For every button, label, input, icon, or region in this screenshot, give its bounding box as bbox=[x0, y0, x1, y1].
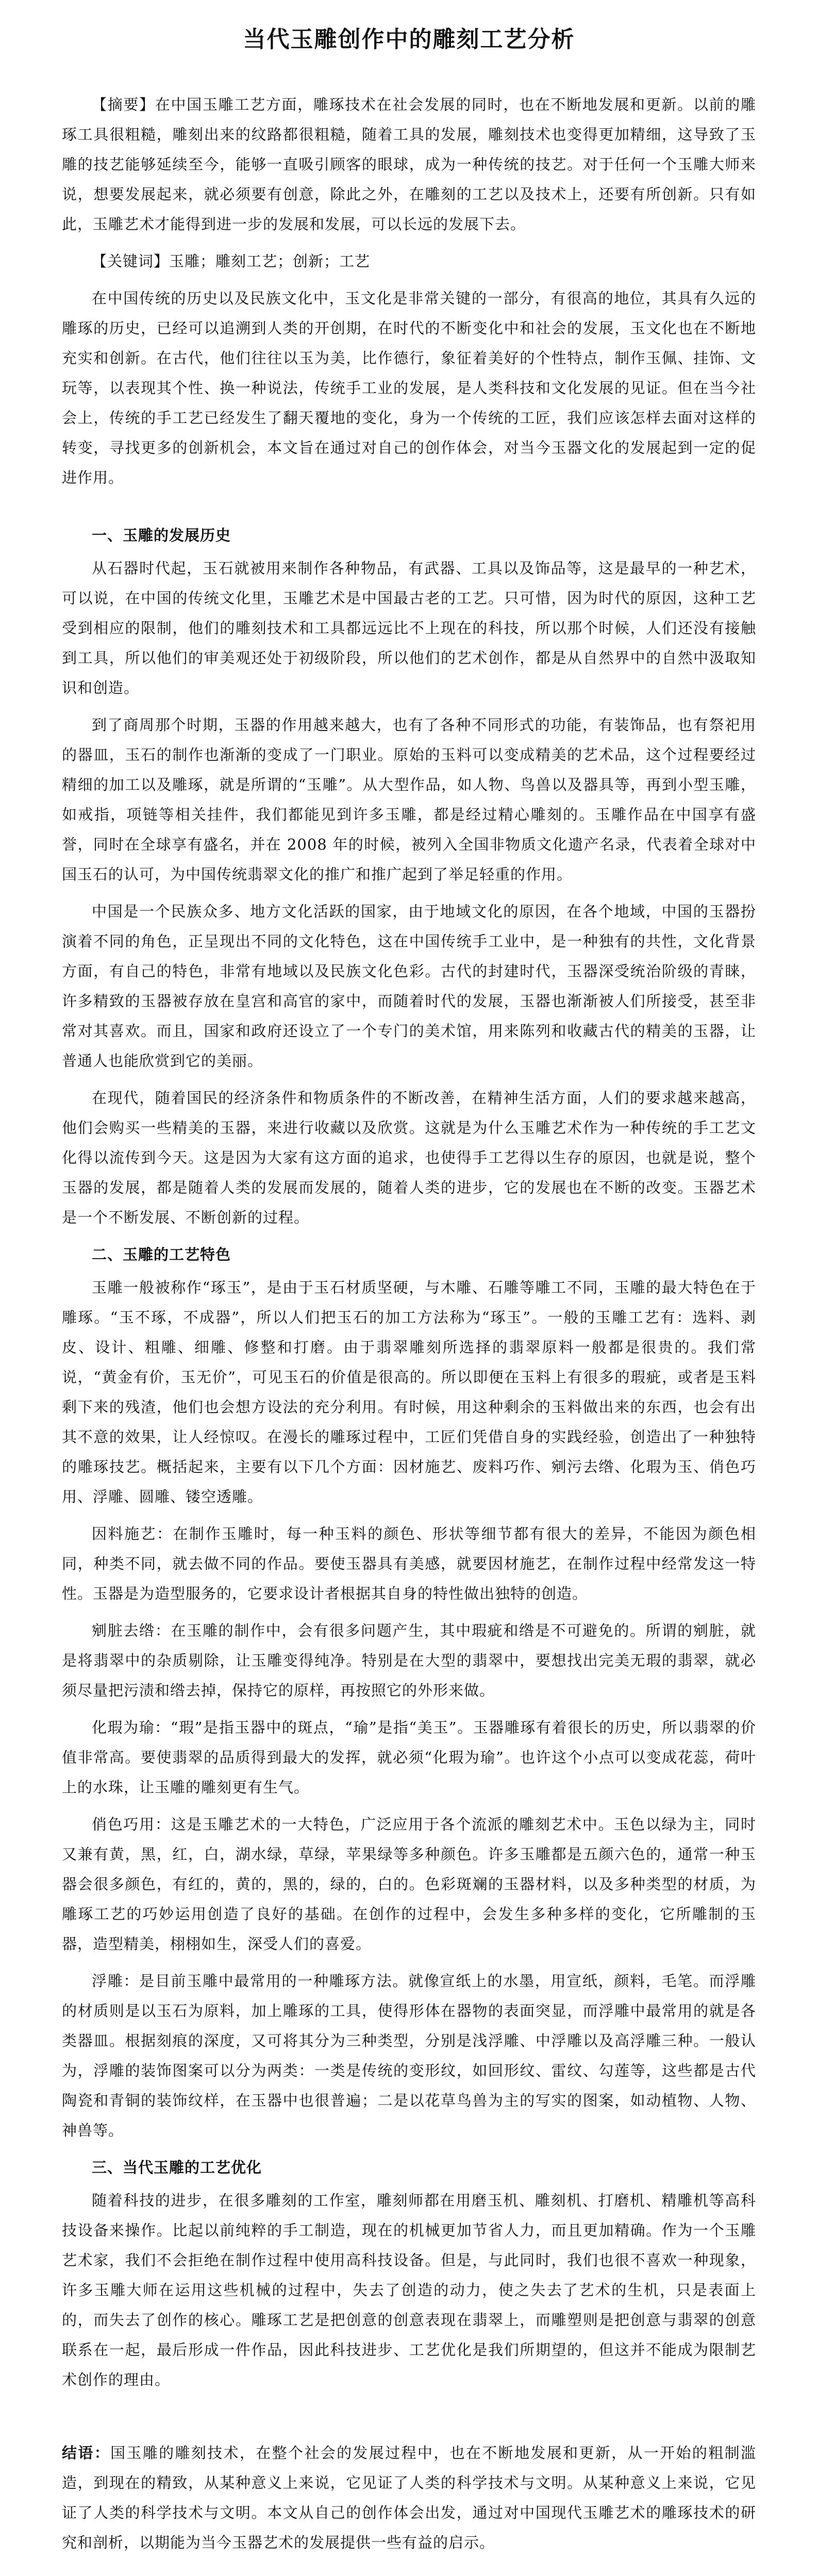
conclusion-label: 结语： bbox=[62, 2444, 111, 2462]
abstract bbox=[62, 90, 756, 239]
abstract-label: 【摘要】 bbox=[92, 96, 155, 113]
intro-paragraph: 在中国传统的历史以及民族文化中，玉文化是非常关键的一部分，有很高的地位，其具有久远的雕琢的历史，已经可以追溯到人类的开创期，在时代的不断变化中和社会的发展，玉文化也在不断地充实和创新。在古代，他们往往以玉为美，比作德行，象征着美好的个性特点，制作玉佩、挂饰、文玩等，以表现其个性、换一种说法，传统手工业的发展，是人类科技和文化发展的见证。但在当今社会上，传统的手工艺已经发生了翻天覆地的变化，身为一个传统的工匠，我们应该怎样去面对这样的转变，寻找更多的创新机会，本文旨在通过对自己的创作体会，对当今玉器文化的发展起到一定的促进作用。 bbox=[62, 290, 756, 486]
section-2-paragraph: 因料施艺：在制作玉雕时，每一种玉料的颜色、形状等细节都有很大的差异，不能因为颜色相同，种类不同，就去做不同的作品。要使玉器具有美感，就要因材施艺，在制作过程中经常发这一特性。玉器是为造型服务的，它要求设计者根据其自身的特性做出独特的创造。 bbox=[62, 1525, 756, 1602]
paper-title: 当代玉雕创作中的雕刻工艺分析 bbox=[243, 26, 575, 53]
section-2-heading: 二、玉雕的工艺特色 bbox=[92, 1246, 231, 1263]
section-2-paragraph: 俏色巧用：这是玉雕艺术的一大特色，广泛应用于各个流派的雕刻艺术中。玉色以绿为主，同时又兼有黄，黑，红，白，湖水绿，草绿，苹果绿等多种颜色。许多玉雕都是五颜六色的，通常一种玉器会很多颜色，有红的，黄的，黑的，绿的，白的。色彩斑斓的玉器材料，以及多种类型的材质，为雕琢工艺的巧妙运用创造了良好的基础。在创作的过程中，会发生多种多样的变化，它所雕制的玉器，造型精美，栩栩如生，深受人们的喜爱。 bbox=[62, 1816, 756, 1953]
section-1-paragraph: 中国是一个民族众多、地方文化活跃的国家，由于地域文化的原因，在各个地域，中国的玉器扮演着不同的角色，正呈现出不同的文化特色，这在中国传统手工业中，是一种独有的共性，文化背景方面，有自己的特色，非常有地域以及民族文化色彩。古代的封建时代，玉器深受统治阶级的青睐，许多精致的玉器被存放在皇宫和高官的家中，而随着时代的发展，玉器也渐渐被人们所接受，甚至非常对其喜欢。而且，国家和政府还设立了一个专门的美术馆，用来陈列和收藏古代的精美的玉器，让普通人也能欣赏到它的美丽。 bbox=[62, 903, 756, 1070]
abstract-text: 在中国玉雕工艺方面，雕琢技术在社会发展的同时，也在不断地发展和更新。以前的雕琢工具很粗糙，雕刻出来的纹路都很粗糙，随着工具的发展，雕刻技术也变得更加精细，这导致了玉雕的技艺能够延续至今，能够一直吸引顾客的眼球，成为一种传统的技艺。对于任何一个玉雕大师来说，想要发展起来，就必须要有创意，除此之外，在雕刻的工艺以及技术上，还要有所创新。只有如此，玉雕艺术才能得到进一步的发展和发展，可以长远的发展下去。 bbox=[62, 96, 756, 233]
section-3-paragraph: 随着科技的进步，在很多雕刻的工作室，雕刻师都在用磨玉机、雕刻机、打磨机、精雕机等高科技设备来操作。比起以前纯粹的手工制造，现在的机械更加节省人力，而且更加精确。作为一个玉雕艺术家，我们不会拒绝在制作过程中使用高科技设备。但是，与此同时，我们也很不喜欢一种现象，许多玉雕大师在运用这些机械的过程中，失去了创造的动力，使之失去了艺术的生机，只是表面上的，而失去了创作的核心。雕琢工艺是把创意的创意表现在翡翠上，而雕塑则是把创意与翡翠的创意联系在一起，最后形成一件作品，因此科技进步、工艺优化是我们所期望的，但这并不能成为限制艺术创作的理由。 bbox=[62, 2192, 756, 2388]
section-3-heading: 三、当代玉雕的工艺优化 bbox=[92, 2159, 262, 2176]
section-2-paragraph: 浮雕：是目前玉雕中最常用的一种雕琢方法。就像宣纸上的水墨，用宣纸，颜料，毛笔。而浮雕的材质则是以玉石为原料，加上雕琢的工具，使得形体在器物的表面突显，而浮雕中最常用的就是各类器皿。根据刻痕的深度，又可将其分为三种类型，分别是浅浮雕、中浮雕以及高浮雕三种。一般认为，浮雕的装饰图案可以分为两类：一类是传统的变形纹，如回形纹、雷纹、勾莲等，这些都是古代陶瓷和青铜的装饰纹样，在玉器中也很普遍；二是以花草鸟兽为主的写实的图案，如动植物、人物、神兽等。 bbox=[62, 1972, 756, 2139]
section-2-paragraph: 化瑕为瑜：“瑕”是指玉器中的斑点，“瑜”是指“美玉”。玉器雕琢有着很长的历史，所以翡翠的价值非常高。要使翡翠的品质得到最大的发挥，就必须“化瑕为瑜”。也许这个小点可以变成花蕊，荷叶上的水珠，让玉雕的雕刻更有生气。 bbox=[62, 1719, 756, 1796]
section-1-paragraph: 从石器时代起，玉石就被用来制作各种物品，有武器、工具以及饰品等，这是最早的一种艺术，可以说，在中国的传统文化里，玉雕艺术是中国最古老的工艺。只可惜，因为时代的原因，这种工艺受到相应的限制，他们的雕刻技术和工具都远远比不上现在的科技，所以那个时候，人们还没有接触到工具，所以他们的审美观还处于初级阶段，所以他们的艺术创作，都是从自然界中的自然中汲取知识和创造。 bbox=[62, 560, 756, 697]
section-1-heading: 一、玉雕的发展历史 bbox=[92, 527, 231, 544]
keywords-text: 玉雕；雕刻工艺；创新；工艺 bbox=[169, 252, 371, 270]
conclusion bbox=[62, 2438, 756, 2557]
paper-page bbox=[62, 21, 756, 2576]
keywords-label: 【关键词】 bbox=[92, 252, 170, 270]
section-1-paragraph: 到了商周那个时期，玉器的作用越来越大，也有了各种不同形式的功能，有装饰品，也有祭祀用的器皿，玉石的制作也渐渐的变成了一门职业。原始的玉料可以变成精美的艺术品，这个过程要经过精细的加工以及雕琢，就是所谓的“玉雕”。从大型作品，如人物、鸟兽以及器具等，再到小型玉雕，如戒指，项链等相关挂件，我们都能见到许多玉雕，都是经过精心雕刻的。玉雕作品在中国享有盛誉，同时在全球享有盛名，并在 2008 年的时候，被列入全国非物质文化遗产名录，代表着全球对中国玉石的认可，为中国传统翡翠文化的推广和推广起到了举足轻重的作用。 bbox=[62, 716, 756, 883]
conclusion-text: 国玉雕的雕刻技术，在整个社会的发展过程中，也在不断地发展和更新，从一开始的粗制滥造，到现在的精致，从某种意义上来说，它见证了人类的科学技术与文明。从某种意义上来说，它见证了人类的科学技术与文明。本文从自己的创作体会出发，通过对中国现代玉雕艺术的雕琢技术的研究和剖析，以期能为当今玉器艺术的发展提供一些有益的启示。 bbox=[62, 2444, 756, 2551]
section-1-paragraph: 在现代，随着国民的经济条件和物质条件的不断改善，在精神生活方面，人们的要求越来越高，他们会购买一些精美的玉器，来进行收藏以及欣赏。这就是为什么玉雕艺术作为一种传统的手工艺文化得以流传到今天。这是因为大家有这方面的追求，也使得手工艺得以生存的原因，也就是说，整个玉器的发展，都是随着人类的发展而发展的，随着人类的进步，它的发展也在不断的改变。玉器艺术是一个不断发展、不断创新的过程。 bbox=[62, 1089, 756, 1226]
section-2-paragraph: 玉雕一般被称作“琢玉”，是由于玉石材质坚硬，与木雕、石雕等雕工不同，玉雕的最大特色在于雕琢。“玉不琢，不成器”，所以人们把玉石的加工方法称为“琢玉”。一般的玉雕工艺有：选料、剥皮、设计、粗雕、细雕、修整和打磨。由于翡翠雕刻所选择的翡翠原料一般都是很贵的。我们常说，“黄金有价，玉无价”，可见玉石的价值是很高的。所以即便在玉料上有很多的瑕疵，或者是玉料剩下来的残渣，他们也会想方设法的充分利用。有时候，用这种剩余的玉料做出来的东西，也会有出其不意的效果，让人经惊叹。在漫长的雕琢过程中，工匠们凭借自身的实践经验，创造出了一种独特的雕琢技艺。概括起来，主要有以下几个方面：因材施艺、废料巧作、剜污去绺、化瑕为玉、俏色巧用、浮雕、圆雕、镂空透雕。 bbox=[62, 1279, 756, 1505]
section-2-paragraph: 剜脏去绺：在玉雕的制作中，会有很多问题产生，其中瑕疵和绺是不可避免的。所谓的剜脏，就是将翡翠中的杂质剔除，让玉雕变得纯净。特别是在大型的翡翠中，要想找出完美无瑕的翡翠，就必须尽量把污渍和绺去掉，保持它的原样，再按照它的外形来做。 bbox=[62, 1622, 756, 1699]
keywords bbox=[62, 246, 756, 276]
